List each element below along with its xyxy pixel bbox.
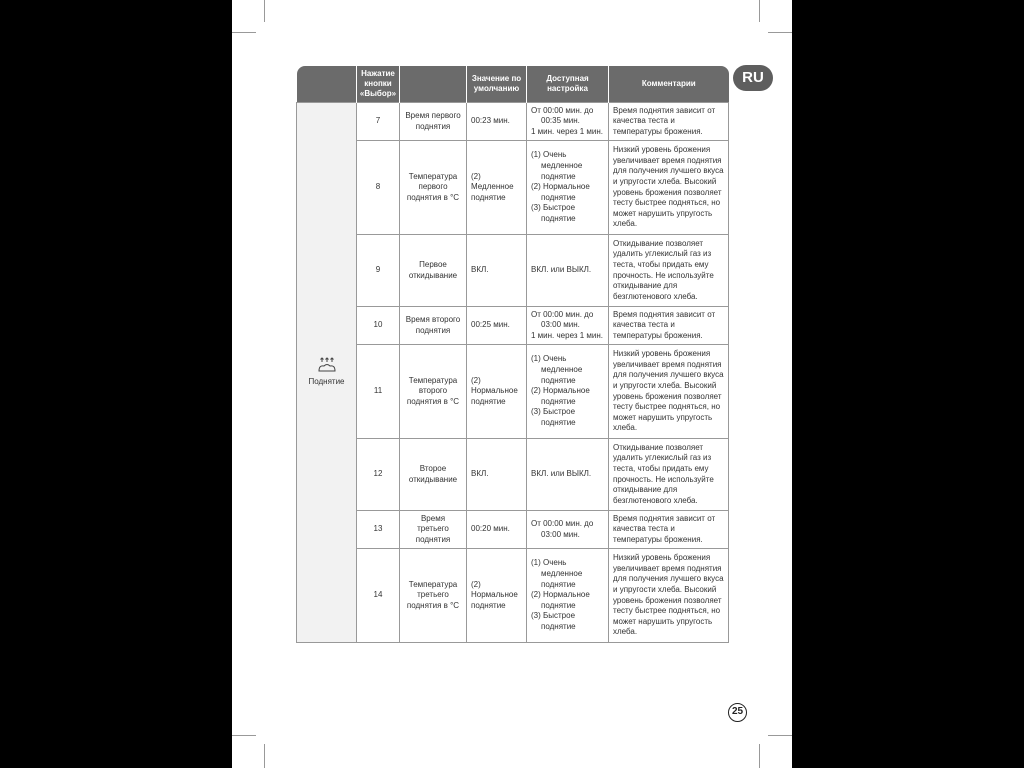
step-number-cell: 11 <box>357 345 400 439</box>
rising-dough-icon <box>317 357 337 373</box>
crop-mark <box>264 744 265 768</box>
setting-option: (3) Быстрое поднятие <box>531 203 576 223</box>
available-setting-cell <box>527 235 609 307</box>
crop-mark <box>232 735 256 736</box>
page-number: 25 <box>728 703 747 722</box>
available-setting-cell <box>527 549 609 643</box>
default-value-cell: (2) Нормальное поднятие <box>467 549 527 643</box>
table-row <box>297 511 729 549</box>
header-default-value: Значение по умолчанию <box>467 66 527 103</box>
parameter-cell: Температура третьего поднятия в °C <box>400 549 467 643</box>
setting-option: (2) Нормальное поднятие <box>531 182 590 202</box>
comment-cell: Время поднятия зависит от качества теста и температуры брожения. <box>609 511 729 549</box>
available-setting-cell <box>527 511 609 549</box>
step-number-cell: 13 <box>357 511 400 549</box>
setting-option: ВКЛ. или ВЫКЛ. <box>531 469 592 479</box>
parameter-cell: Время второго поднятия <box>400 307 467 345</box>
crop-mark <box>759 0 760 22</box>
setting-option: 1 мин. через 1 мин. <box>531 126 604 136</box>
setting-option: (2) Нормальное поднятие <box>531 590 590 610</box>
comment-cell: Откидывание позволяет удалить углекислый газ из теста, чтобы придать ему прочность. Не используйте откидывание для безглютенового хлеба. <box>609 235 729 307</box>
step-number-cell: 14 <box>357 549 400 643</box>
default-value-cell: ВКЛ. <box>467 235 527 307</box>
table-row <box>297 307 729 345</box>
parameter-cell: Время третьего поднятия <box>400 511 467 549</box>
phase-cell <box>297 103 357 643</box>
header-parameter <box>400 66 467 103</box>
table-row <box>297 141 729 235</box>
step-number-cell: 7 <box>357 103 400 141</box>
step-number-cell: 12 <box>357 439 400 511</box>
available-setting-cell <box>527 103 609 141</box>
table-row <box>297 549 729 643</box>
default-value-cell: (2) Медленное поднятие <box>467 141 527 235</box>
table-row <box>297 235 729 307</box>
setting-option: (1) Очень медленное поднятие <box>531 354 583 385</box>
default-value-cell: ВКЛ. <box>467 439 527 511</box>
default-value-cell: (2) Нормальное поднятие <box>467 345 527 439</box>
available-setting-cell <box>527 141 609 235</box>
parameter-cell: Время первого поднятия <box>400 103 467 141</box>
available-setting-cell <box>527 307 609 345</box>
crop-mark <box>759 744 760 768</box>
language-badge: RU <box>733 65 773 91</box>
setting-option: ВКЛ. или ВЫКЛ. <box>531 265 592 275</box>
phase-label: Поднятие <box>308 377 345 387</box>
setting-option: (3) Быстрое поднятие <box>531 611 576 631</box>
parameter-cell: Температура первого поднятия в °C <box>400 141 467 235</box>
crop-mark <box>768 735 792 736</box>
table-header-row <box>297 66 729 103</box>
setting-option: (1) Очень медленное поднятие <box>531 558 583 589</box>
default-value-cell: 00:20 мин. <box>467 511 527 549</box>
setting-option: (2) Нормальное поднятие <box>531 386 590 406</box>
parameter-cell: Второе откидывание <box>400 439 467 511</box>
comment-cell: Время поднятия зависит от качества теста и температуры брожения. <box>609 103 729 141</box>
settings-table <box>296 66 729 643</box>
setting-option: От 00:00 мин. до 00:35 мин. <box>531 105 594 126</box>
parameter-cell: Первое откидывание <box>400 235 467 307</box>
default-value-cell: 00:25 мин. <box>467 307 527 345</box>
header-available-setting: Доступная настройка <box>527 66 609 103</box>
step-number-cell: 8 <box>357 141 400 235</box>
setting-option: (1) Очень медленное поднятие <box>531 150 583 181</box>
crop-mark <box>232 32 256 33</box>
setting-option: (3) Быстрое поднятие <box>531 407 576 427</box>
table-row <box>297 345 729 439</box>
comment-cell: Откидывание позволяет удалить углекислый газ из теста, чтобы придать ему прочность. Не используйте откидывание для безглютенового хлеба. <box>609 439 729 511</box>
table-row <box>297 103 729 141</box>
comment-cell: Низкий уровень брожения увеличивает время поднятия для получения лучшего вкуса и упругости хлеба. Высокий уровень брожения позволяет тесту быстрее подняться, но может нарушить упругость хлеба. <box>609 141 729 235</box>
step-number-cell: 9 <box>357 235 400 307</box>
setting-option: 1 мин. через 1 мин. <box>531 330 604 340</box>
comment-cell: Время поднятия зависит от качества теста и температуры брожения. <box>609 307 729 345</box>
setting-option: От 00:00 мин. до 03:00 мин. <box>531 518 594 539</box>
table-row <box>297 439 729 511</box>
parameter-cell: Температура второго поднятия в °C <box>400 345 467 439</box>
default-value-cell: 00:23 мин. <box>467 103 527 141</box>
header-phase <box>297 66 357 103</box>
available-setting-cell <box>527 439 609 511</box>
step-number-cell: 10 <box>357 307 400 345</box>
setting-option: От 00:00 мин. до 03:00 мин. <box>531 309 594 330</box>
crop-mark <box>768 32 792 33</box>
comment-cell: Низкий уровень брожения увеличивает время поднятия для получения лучшего вкуса и упругости хлеба. Высокий уровень брожения позволяет тесту быстрее подняться, но может нарушить упругость хлеба. <box>609 549 729 643</box>
header-button-press: Нажатие кнопки «Выбор» <box>357 66 400 103</box>
header-comments: Комментарии <box>609 66 729 103</box>
available-setting-cell <box>527 345 609 439</box>
crop-mark <box>264 0 265 22</box>
comment-cell: Низкий уровень брожения увеличивает время поднятия для получения лучшего вкуса и упругости хлеба. Высокий уровень брожения позволяет тесту быстрее подняться, но может нарушить упругость хлеба. <box>609 345 729 439</box>
